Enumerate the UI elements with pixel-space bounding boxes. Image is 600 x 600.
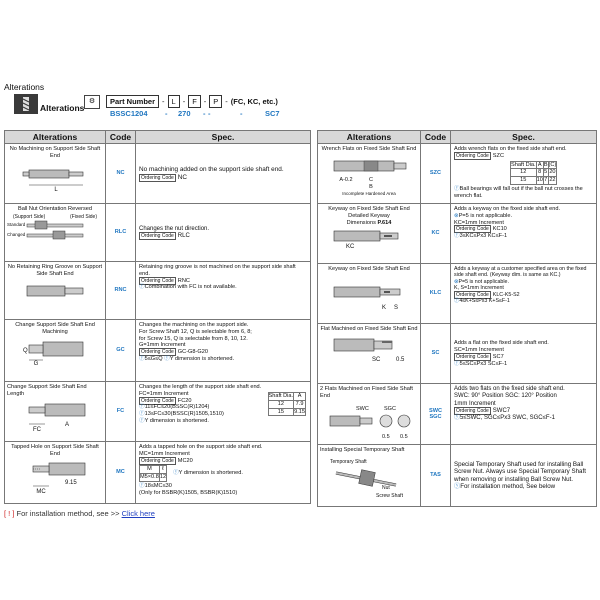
table-row [318,444,597,506]
temporary-shaft-drawing [326,455,412,499]
mini-head: M [140,466,160,474]
note-icon: ⓨ [454,360,460,367]
spec-text: K, S=1mm Increment [454,285,504,292]
spec-text: Changes the nut direction. [139,225,210,232]
shaft-drawing [326,402,412,444]
spec-text: Adds a keyway at a customer specified area on the fixed side shaft end. (Keyway dim. is same as KC.) [454,266,587,279]
row-title: Tapped Hole on Support Side Shaft End [11,444,99,457]
table-row [5,262,311,320]
example-separator: - [203,109,206,118]
row-title: Wrench Flats on Fixed Side Shaft End [321,146,417,152]
mini-cell: 8 [536,169,543,177]
hardened-area-label: Incomplete Hardened Area [342,190,396,196]
fc-dimension-table [268,392,306,416]
row-title: No Retaining Ring Groove on Support Side Shaft End [7,264,103,277]
col-alterations: Alterations [318,131,421,144]
nut-changed-drawing [25,230,85,240]
spec-text: Adds wrench flats on the fixed side shaft end. [454,146,567,152]
row-title: Keyway on Fixed Side Shaft End [328,206,410,212]
ordering-code: RLC [177,233,190,239]
code-szc: SZC [421,144,451,204]
part-number-format [106,95,278,108]
spec-text: Adds two flats on the fixed side shaft end. [454,386,565,392]
changed-label: Changed [7,232,26,238]
table-row [318,324,597,384]
note-text: Combination with FC is not available. [144,284,237,291]
mini-cell: 22 [549,177,556,184]
dim-b: B [369,183,373,190]
dim-sc: SC [372,356,381,363]
mini-cell: 15 [511,177,537,185]
ordering-code: GC-G8-G20 [177,349,208,356]
note-icon: ⓨ [173,470,179,477]
separator: - [203,97,207,106]
ordering-code: RNC [177,277,190,284]
mini-cell: 7.9 [294,400,306,408]
code-l: L [168,95,180,108]
ordering-code-label: Ordering Code [456,226,489,233]
page-reference-link[interactable]: P.614 [377,219,392,226]
ordering-code: MC20 [177,457,193,464]
ordering-code-label: Ordering Code [141,457,174,464]
col-code: Code [421,131,451,144]
spec-text: KC=1mm Increment [454,219,504,226]
shaft-drawing [19,162,91,192]
ordering-code: SZC [492,152,504,159]
note-text: 3≤KC≤Px3 KC≤F-1 [459,233,508,240]
table-row [5,204,311,262]
szc-dimension-table [510,161,557,185]
code-swc: SWC [428,407,443,414]
table-row [5,442,311,504]
standard-label: Standard [7,222,26,228]
row-title: Ball Nut Orientation Reversed [18,206,92,212]
spec-text: Retaining ring groove is not machined on the support side shaft end. [139,264,296,277]
mini-head: (C) [548,161,557,168]
right-alterations-table [317,130,597,507]
separator: - [182,97,186,106]
note-icon: ⓨ [454,186,460,193]
col-alterations: Alterations [5,131,106,144]
note-text: Y dimension is shortened. [144,418,209,425]
table-row [318,264,597,324]
table-row [5,382,311,442]
dim-s: S [394,304,399,311]
nut-standard-drawing [25,220,85,230]
ordering-code: SWC7 [492,407,511,414]
caution-icon: ⊗ [454,278,459,285]
dim-c: C [369,176,373,183]
ordering-code-label: Ordering Code [456,407,489,414]
shaft-drawing [326,275,412,315]
spec-text: Adds a tapped hole on the support side shaft end. [139,444,263,450]
spec-text: Changes the machining on the support side. [139,322,249,328]
section-title: Alterations [4,82,45,92]
shaft-drawing [326,335,412,365]
note-text: 5≤SC≤Px3 SC≤F-1 [459,360,508,367]
note-icon: ⓨ [139,404,145,411]
ordering-code: KLC-K5-S2 [492,291,520,298]
note-icon: ⓨ [139,356,145,363]
spec-text: G=1mm Increment [139,342,186,349]
code-nc: NC [106,144,136,204]
code-fc: FC [106,382,136,442]
mini-cell: M5×0.8 [140,474,159,481]
ordering-code: FC20 [177,397,192,404]
mini-cell: 12 [511,169,537,177]
dim-05: 0.5 [382,433,390,440]
spec-text: Adds a keyway on the fixed side shaft end. [454,206,561,212]
note-icon: ⓨ [139,411,145,418]
code-sc: SC [421,324,451,384]
spec-text: Changes the length of the support side shaft end. [139,384,262,390]
note-icon: ⓨ [164,356,170,363]
ordering-code: SC7 [492,354,504,360]
ordering-code-label: Ordering Code [456,354,489,360]
note-text: (Only for BSBR(K)1505, BSBR(K)1510) [139,489,238,496]
row-subtitle: Detailed Keyway [348,212,390,219]
code-p: P [209,95,222,108]
spec-text: for Screw 15, Q is selectable from 8, 10, 12. [139,335,248,342]
mini-cell: 7 [544,177,548,184]
spec-text: MC=1mm Increment [139,450,190,457]
ordering-code: KC10 [492,226,507,233]
mini-cell: 20 [549,169,556,176]
note-text: 18≤MC≤30 [144,483,172,490]
code-klc: KLC [421,264,451,324]
table-row [5,144,311,204]
note-text: 5≤G≤Q [144,356,163,363]
example-option: SC7 [265,109,280,118]
note-text: 11≤FC≤20(BSSC(R)1204) [144,404,210,411]
dim-kc: KC [346,244,355,251]
separator: - [225,97,228,106]
alteration-type-icon: ⚙ [84,95,100,109]
ordering-code-label: Ordering Code [141,397,174,404]
row-title: Change Support Side Shaft End Machining [15,322,95,335]
nut-label: Nut [382,485,390,492]
dim-a: A [65,421,70,428]
code-mc: MC [106,442,136,504]
shaft-drawing [326,228,412,250]
shaft-drawing [19,338,91,366]
note-text: Ball bearings will fall out if the ball nut crosses the wrench flat. [454,186,583,199]
mini-cell: 12 [159,474,167,481]
spec-text: SC=1mm Increment [454,347,504,354]
mini-head: B [543,161,548,168]
notice-mark: [ ! ] [4,509,15,518]
mini-head: A [537,161,542,168]
dim-k: K [382,304,387,311]
mini-head: Shaft Dia. [268,393,294,399]
table-row [318,384,597,445]
table-row [318,144,597,204]
temporary-shaft-label: Temporary Shaft [330,459,367,466]
ordering-code: NC [177,174,188,181]
ordering-code-label: Ordering Code [456,291,489,298]
shaft-drawing [19,460,91,494]
part-number-box: Part Number [106,95,159,108]
separator: - [162,97,165,106]
footer-note [4,509,155,518]
code-gc: GC [106,320,136,382]
code-sgc: SGC [429,413,442,420]
mini-head: ℓ [159,466,166,474]
row-title: Change Support Side Shaft End Length [7,384,87,397]
note-icon: ⓨ [139,418,145,425]
spec-text: 1mm Increment [454,400,496,407]
row-title: Flat Machined on Fixed Side Shaft End [320,326,418,332]
mini-cell: 9.15 [294,408,305,415]
col-spec: Spec. [451,131,597,144]
note-icon: ⓨ [454,415,461,422]
mini-cell: 5 [544,169,548,176]
code-f: F [188,95,201,108]
dim-label: L [54,186,58,192]
ordering-code-label: Ordering Code [141,349,174,356]
dim-a: A-0.2 [339,176,353,183]
code-rlc: RLC [106,204,136,262]
note-icon: ⓨ [454,483,461,491]
spec-text: FC=1mm Increment [139,390,189,397]
screw-shaft-label: Screw Shaft [376,493,403,500]
dim-mc: MC [36,488,46,494]
click-here-link[interactable]: Click here [121,509,155,518]
dim-05: 0.5 [400,433,408,440]
example-separator: - [165,109,168,118]
mini-cell: 10 [536,177,543,184]
spec-text: For installation method, See below [460,483,556,491]
mini-head: Shaft Dia. [511,161,536,168]
example-part: BSSC1204 [110,109,148,118]
dim-05: 0.5 [396,356,405,363]
dim-g: G [33,360,39,366]
shaft-drawing [19,280,91,302]
ordering-code-label: Ordering Code [141,233,174,239]
note-text: 4≤K+S≤Px3 K+S≤F-1 [459,298,510,305]
note-icon: ⓨ [454,298,460,305]
dim-sgc: SGC [384,405,396,412]
example-l: 270 [178,109,191,118]
row-title: 2 Flats Machined on Fixed Side Shaft End [320,386,413,399]
col-spec: Spec. [136,131,311,144]
ordering-code-label: Ordering Code [456,152,489,159]
example-p: - [240,109,243,118]
spec-text: SWC: 90° Position SGC: 120° Position [454,393,557,400]
shaft-drawing [19,400,91,432]
dim-915: 9.15 [65,479,77,486]
spec-text: For Screw Shaft 12, Q is selectable from 6, 8; [139,328,252,335]
spec-text: P=5 is not applicable. [458,212,513,219]
mini-cell: 15 [268,408,294,416]
mc-dimension-table [139,465,167,482]
note-icon: ⓨ [454,233,460,240]
mini-head: A [294,393,306,401]
ordering-code-label: Ordering Code [141,175,174,181]
ordering-code-label: Ordering Code [141,277,174,284]
spec-text: P=5 is not applicable. [458,278,509,285]
table-row [5,320,311,382]
alterations-label: Alterations [40,103,85,113]
dim-fc: FC [33,426,41,432]
mini-cell: 12 [268,400,294,408]
dimensions-label: Dimensions [346,219,376,226]
row-title: Installing Special Temporary Shaft [320,446,405,453]
spec-text: Adds a flat on the fixed side shaft end. [454,340,549,347]
alterations-icon [14,94,38,114]
note-text: 5≤SWC, SGC≤Px3 SWC, SGC≤F-1 [460,415,555,422]
dim-q: Q [23,347,28,354]
note-icon: ⓨ [139,483,145,490]
support-side-label: (Support Side) [13,213,46,220]
code-swc-sgc [421,384,451,445]
shaft-drawing [326,155,412,197]
code-rnc: RNC [106,262,136,320]
example-f: - [208,109,211,118]
code-tas: TAS [421,444,451,506]
spec-text: No machining added on the support side shaft end. [139,166,284,174]
note-text: Y dimension is shortened. [169,356,234,363]
row-title: Keyway on Fixed Side Shaft End [328,266,410,272]
spec-text: Special Temporary Shaft used for installing Ball Screw Nut. Always use Special Temporary Shaft when removing or installing Ball Screw Nut. [454,460,586,483]
footer-text: For installation method, see >> [16,509,120,518]
code-kc: KC [421,204,451,264]
row-title: No Machining on Support Side Shaft End [9,146,101,159]
table-row [318,204,597,264]
note-icon: ⓨ [139,284,145,291]
left-alterations-table [4,130,311,504]
fixed-side-label: (Fixed Side) [70,213,97,220]
caution-icon: ⊗ [454,212,459,219]
dim-swc: SWC [356,405,369,412]
note-text: Y dimension is shortened. [178,470,243,477]
options-text: (FC, KC, etc.) [230,97,278,106]
col-code: Code [106,131,136,144]
note-text: 13≤FC≤30(BSSC(R)1505,1510) [144,411,224,418]
